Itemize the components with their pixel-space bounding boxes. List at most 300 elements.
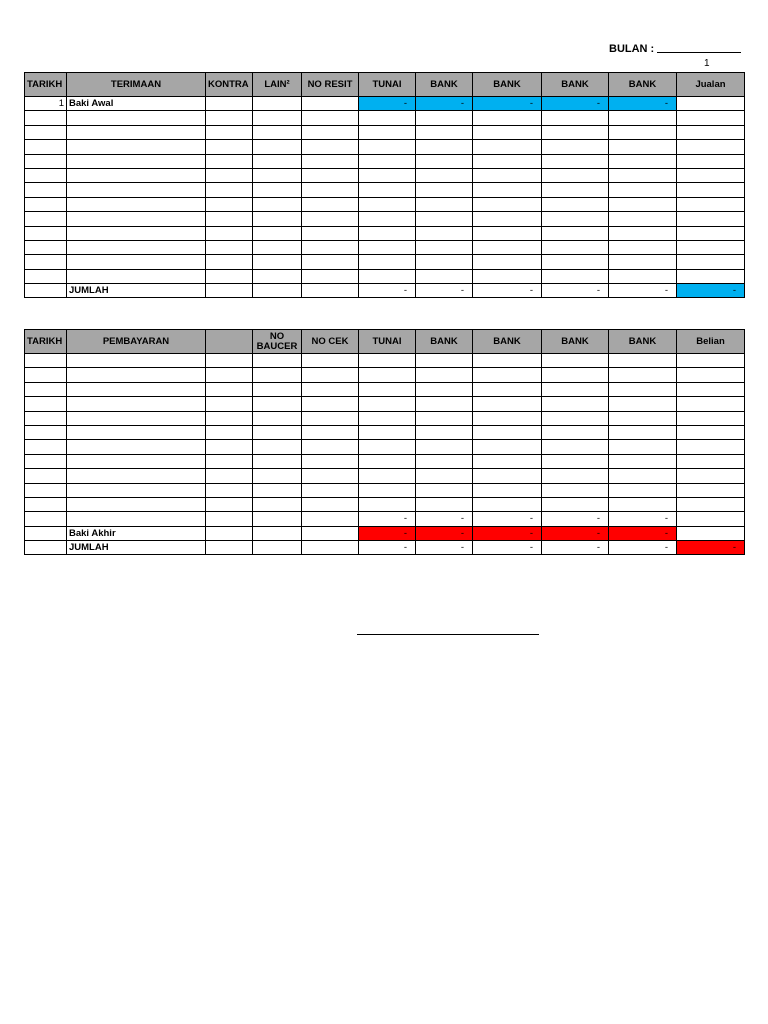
total-bank-3-cell[interactable]: - [542, 541, 609, 555]
table-cell[interactable] [416, 212, 473, 226]
total-bank-4-cell[interactable]: - [609, 541, 677, 555]
table-cell[interactable] [542, 354, 609, 368]
table-cell[interactable] [206, 354, 253, 368]
table-cell[interactable] [25, 397, 67, 411]
total-tunai-cell[interactable]: - [359, 541, 416, 555]
table-cell[interactable] [609, 255, 677, 269]
table-cell[interactable] [206, 97, 253, 111]
table-cell[interactable] [253, 111, 302, 125]
table-cell[interactable] [677, 240, 745, 254]
table-cell[interactable] [416, 226, 473, 240]
table-cell[interactable] [253, 497, 302, 511]
table-cell[interactable] [302, 168, 359, 182]
table-cell[interactable] [25, 212, 67, 226]
table-cell[interactable] [542, 425, 609, 439]
table-cell[interactable] [206, 284, 253, 298]
table-cell[interactable] [67, 226, 206, 240]
table-cell[interactable] [206, 382, 253, 396]
table-cell[interactable] [302, 454, 359, 468]
table-cell[interactable] [542, 212, 609, 226]
table-cell[interactable] [253, 269, 302, 283]
total-label[interactable]: JUMLAH [67, 541, 206, 555]
table-cell[interactable] [206, 269, 253, 283]
table-cell[interactable] [677, 140, 745, 154]
table-cell[interactable] [25, 526, 67, 540]
table-cell[interactable] [253, 125, 302, 139]
table-cell[interactable] [302, 354, 359, 368]
table-cell[interactable] [473, 469, 542, 483]
table-cell[interactable] [609, 497, 677, 511]
table-cell[interactable] [359, 212, 416, 226]
table-cell[interactable] [609, 240, 677, 254]
table-cell[interactable] [206, 212, 253, 226]
table-cell[interactable] [206, 183, 253, 197]
table-cell[interactable] [253, 284, 302, 298]
table-cell[interactable] [416, 440, 473, 454]
table-cell[interactable] [416, 469, 473, 483]
table-cell[interactable] [253, 541, 302, 555]
table-cell[interactable] [542, 411, 609, 425]
table-cell[interactable] [542, 469, 609, 483]
table-cell[interactable] [206, 483, 253, 497]
table-cell[interactable] [302, 269, 359, 283]
table-cell[interactable] [542, 382, 609, 396]
table-cell[interactable] [25, 469, 67, 483]
table-cell[interactable] [473, 269, 542, 283]
table-cell[interactable] [67, 483, 206, 497]
table-cell[interactable] [253, 354, 302, 368]
table-cell[interactable] [473, 368, 542, 382]
table-cell[interactable] [416, 454, 473, 468]
table-cell[interactable] [359, 397, 416, 411]
table-cell[interactable] [416, 497, 473, 511]
table-cell[interactable] [542, 269, 609, 283]
table-cell[interactable] [416, 411, 473, 425]
table-cell[interactable] [67, 368, 206, 382]
table-cell[interactable] [542, 240, 609, 254]
table-cell[interactable] [473, 483, 542, 497]
table-cell[interactable] [359, 197, 416, 211]
table-cell[interactable] [253, 226, 302, 240]
subtotal-tunai-cell[interactable]: - [359, 512, 416, 526]
table-cell[interactable] [473, 382, 542, 396]
table-cell[interactable] [677, 125, 745, 139]
table-cell[interactable] [302, 483, 359, 497]
closing-bank-2-cell[interactable]: - [473, 526, 542, 540]
table-cell[interactable] [253, 469, 302, 483]
table-cell[interactable] [206, 125, 253, 139]
opening-bank-3-cell[interactable]: - [542, 97, 609, 111]
table-cell[interactable] [302, 183, 359, 197]
table-cell[interactable] [609, 469, 677, 483]
table-cell[interactable] [542, 440, 609, 454]
closing-tunai-cell[interactable]: - [359, 526, 416, 540]
table-cell[interactable] [302, 154, 359, 168]
table-cell[interactable] [25, 240, 67, 254]
table-cell[interactable] [473, 168, 542, 182]
table-cell[interactable] [302, 541, 359, 555]
table-cell[interactable] [206, 526, 253, 540]
total-bank-2-cell[interactable]: - [473, 284, 542, 298]
table-cell[interactable] [253, 454, 302, 468]
table-cell[interactable] [25, 168, 67, 182]
table-cell[interactable] [473, 411, 542, 425]
table-cell[interactable] [416, 183, 473, 197]
table-cell[interactable] [67, 440, 206, 454]
table-cell[interactable] [677, 212, 745, 226]
closing-balance-label[interactable]: Baki Akhir [67, 526, 206, 540]
table-cell[interactable] [302, 526, 359, 540]
total-bank-2-cell[interactable]: - [473, 541, 542, 555]
table-cell[interactable] [67, 255, 206, 269]
table-cell[interactable] [67, 397, 206, 411]
opening-balance-label[interactable]: Baki Awal [67, 97, 206, 111]
table-cell[interactable] [302, 255, 359, 269]
table-cell[interactable] [542, 368, 609, 382]
table-cell[interactable] [416, 140, 473, 154]
table-cell[interactable] [253, 183, 302, 197]
table-cell[interactable] [359, 425, 416, 439]
closing-bank-1-cell[interactable]: - [416, 526, 473, 540]
table-cell[interactable] [359, 469, 416, 483]
total-tunai-cell[interactable]: - [359, 284, 416, 298]
table-cell[interactable] [542, 397, 609, 411]
total-belian-cell[interactable]: - [677, 541, 745, 555]
table-cell[interactable] [677, 168, 745, 182]
table-cell[interactable] [609, 154, 677, 168]
table-cell[interactable] [25, 512, 67, 526]
table-cell[interactable] [359, 483, 416, 497]
table-cell[interactable] [542, 497, 609, 511]
table-cell[interactable] [25, 197, 67, 211]
table-cell[interactable] [677, 354, 745, 368]
total-label[interactable]: JUMLAH [67, 284, 206, 298]
table-cell[interactable] [609, 411, 677, 425]
table-cell[interactable] [206, 512, 253, 526]
table-cell[interactable] [253, 382, 302, 396]
opening-bank-2-cell[interactable]: - [473, 97, 542, 111]
table-cell[interactable] [609, 269, 677, 283]
table-cell[interactable] [206, 226, 253, 240]
table-cell[interactable] [473, 497, 542, 511]
table-cell[interactable] [302, 97, 359, 111]
table-cell[interactable] [253, 255, 302, 269]
table-cell[interactable] [253, 97, 302, 111]
table-cell[interactable] [359, 154, 416, 168]
table-cell[interactable] [302, 240, 359, 254]
table-cell[interactable] [416, 125, 473, 139]
opening-tunai-cell[interactable]: - [359, 97, 416, 111]
table-cell[interactable] [677, 269, 745, 283]
table-cell[interactable] [609, 440, 677, 454]
table-cell[interactable] [542, 454, 609, 468]
table-cell[interactable] [302, 125, 359, 139]
table-cell[interactable] [253, 440, 302, 454]
subtotal-bank-2-cell[interactable]: - [473, 512, 542, 526]
table-cell[interactable] [206, 440, 253, 454]
table-cell[interactable] [302, 368, 359, 382]
table-cell[interactable] [677, 425, 745, 439]
table-cell[interactable] [609, 140, 677, 154]
table-cell[interactable] [25, 497, 67, 511]
table-cell[interactable] [206, 154, 253, 168]
table-cell[interactable] [609, 183, 677, 197]
table-cell[interactable] [206, 240, 253, 254]
table-cell[interactable] [677, 368, 745, 382]
table-cell[interactable] [25, 541, 67, 555]
table-cell[interactable] [473, 425, 542, 439]
table-cell[interactable] [25, 454, 67, 468]
table-cell[interactable] [677, 255, 745, 269]
table-cell[interactable] [359, 368, 416, 382]
table-cell[interactable] [677, 397, 745, 411]
table-cell[interactable] [67, 411, 206, 425]
table-cell[interactable] [677, 469, 745, 483]
table-cell[interactable] [609, 425, 677, 439]
table-cell[interactable] [473, 354, 542, 368]
table-cell[interactable] [416, 269, 473, 283]
table-cell[interactable] [206, 140, 253, 154]
table-cell[interactable] [253, 425, 302, 439]
table-cell[interactable] [416, 255, 473, 269]
table-cell[interactable] [206, 541, 253, 555]
table-cell[interactable] [677, 497, 745, 511]
table-cell[interactable] [416, 425, 473, 439]
table-cell[interactable] [677, 526, 745, 540]
table-cell[interactable] [302, 140, 359, 154]
table-cell[interactable] [253, 483, 302, 497]
table-cell[interactable] [67, 497, 206, 511]
table-cell[interactable] [677, 483, 745, 497]
table-cell[interactable] [677, 440, 745, 454]
table-cell[interactable] [473, 226, 542, 240]
table-cell[interactable] [253, 140, 302, 154]
table-cell[interactable] [206, 469, 253, 483]
tarikh-cell[interactable]: 1 [25, 97, 67, 111]
table-cell[interactable] [609, 212, 677, 226]
table-cell[interactable] [609, 111, 677, 125]
table-cell[interactable] [25, 284, 67, 298]
table-cell[interactable] [253, 168, 302, 182]
table-cell[interactable] [359, 454, 416, 468]
closing-bank-4-cell[interactable]: - [609, 526, 677, 540]
table-cell[interactable] [542, 197, 609, 211]
table-cell[interactable] [473, 111, 542, 125]
table-cell[interactable] [416, 197, 473, 211]
table-cell[interactable] [302, 425, 359, 439]
table-cell[interactable] [677, 197, 745, 211]
table-cell[interactable] [67, 240, 206, 254]
table-cell[interactable] [609, 197, 677, 211]
table-cell[interactable] [25, 226, 67, 240]
table-cell[interactable] [542, 154, 609, 168]
table-cell[interactable] [416, 168, 473, 182]
table-cell[interactable] [25, 425, 67, 439]
table-cell[interactable] [302, 111, 359, 125]
table-cell[interactable] [302, 512, 359, 526]
table-cell[interactable] [67, 469, 206, 483]
subtotal-bank-4-cell[interactable]: - [609, 512, 677, 526]
table-cell[interactable] [25, 483, 67, 497]
table-cell[interactable] [359, 125, 416, 139]
table-cell[interactable] [359, 140, 416, 154]
table-cell[interactable] [25, 154, 67, 168]
table-cell[interactable] [677, 154, 745, 168]
table-cell[interactable] [542, 183, 609, 197]
table-cell[interactable] [609, 226, 677, 240]
table-cell[interactable] [302, 212, 359, 226]
table-cell[interactable] [67, 425, 206, 439]
table-cell[interactable] [206, 411, 253, 425]
table-cell[interactable] [473, 397, 542, 411]
table-cell[interactable] [609, 483, 677, 497]
table-cell[interactable] [253, 512, 302, 526]
table-cell[interactable] [206, 168, 253, 182]
table-cell[interactable] [67, 454, 206, 468]
table-cell[interactable] [25, 125, 67, 139]
table-cell[interactable] [206, 397, 253, 411]
table-cell[interactable] [359, 497, 416, 511]
table-cell[interactable] [67, 125, 206, 139]
table-cell[interactable] [416, 240, 473, 254]
table-cell[interactable] [206, 111, 253, 125]
total-bank-4-cell[interactable]: - [609, 284, 677, 298]
table-cell[interactable] [677, 382, 745, 396]
table-cell[interactable] [206, 197, 253, 211]
table-cell[interactable] [542, 255, 609, 269]
table-cell[interactable] [359, 111, 416, 125]
table-cell[interactable] [67, 197, 206, 211]
table-cell[interactable] [416, 368, 473, 382]
table-cell[interactable] [609, 368, 677, 382]
table-cell[interactable] [253, 526, 302, 540]
table-cell[interactable] [67, 269, 206, 283]
table-cell[interactable] [542, 125, 609, 139]
table-cell[interactable] [206, 425, 253, 439]
table-cell[interactable] [253, 240, 302, 254]
table-cell[interactable] [542, 226, 609, 240]
table-cell[interactable] [302, 382, 359, 396]
table-cell[interactable] [677, 97, 745, 111]
table-cell[interactable] [206, 255, 253, 269]
table-cell[interactable] [359, 440, 416, 454]
table-cell[interactable] [67, 154, 206, 168]
table-cell[interactable] [206, 454, 253, 468]
table-cell[interactable] [416, 154, 473, 168]
table-cell[interactable] [253, 212, 302, 226]
table-cell[interactable] [473, 440, 542, 454]
table-cell[interactable] [25, 255, 67, 269]
table-cell[interactable] [416, 483, 473, 497]
table-cell[interactable] [473, 255, 542, 269]
table-cell[interactable] [677, 111, 745, 125]
table-cell[interactable] [359, 382, 416, 396]
table-cell[interactable] [206, 368, 253, 382]
subtotal-bank-1-cell[interactable]: - [416, 512, 473, 526]
table-cell[interactable] [67, 354, 206, 368]
table-cell[interactable] [609, 168, 677, 182]
table-cell[interactable] [253, 397, 302, 411]
table-cell[interactable] [542, 168, 609, 182]
total-bank-1-cell[interactable]: - [416, 541, 473, 555]
table-cell[interactable] [253, 411, 302, 425]
table-cell[interactable] [359, 226, 416, 240]
table-cell[interactable] [67, 212, 206, 226]
table-cell[interactable] [67, 183, 206, 197]
table-cell[interactable] [677, 183, 745, 197]
table-cell[interactable] [609, 354, 677, 368]
table-cell[interactable] [67, 168, 206, 182]
table-cell[interactable] [473, 197, 542, 211]
table-cell[interactable] [359, 240, 416, 254]
total-jualan-cell[interactable]: - [677, 284, 745, 298]
table-cell[interactable] [416, 382, 473, 396]
table-cell[interactable] [302, 497, 359, 511]
table-cell[interactable] [359, 411, 416, 425]
table-cell[interactable] [25, 111, 67, 125]
opening-bank-4-cell[interactable]: - [609, 97, 677, 111]
table-cell[interactable] [25, 183, 67, 197]
table-cell[interactable] [359, 354, 416, 368]
table-cell[interactable] [302, 226, 359, 240]
table-cell[interactable] [609, 454, 677, 468]
table-cell[interactable] [67, 140, 206, 154]
table-cell[interactable] [359, 168, 416, 182]
table-cell[interactable] [302, 397, 359, 411]
table-cell[interactable] [609, 125, 677, 139]
table-cell[interactable] [67, 382, 206, 396]
table-cell[interactable] [25, 382, 67, 396]
total-bank-1-cell[interactable]: - [416, 284, 473, 298]
table-cell[interactable] [25, 354, 67, 368]
table-cell[interactable] [677, 411, 745, 425]
table-cell[interactable] [416, 354, 473, 368]
table-cell[interactable] [677, 226, 745, 240]
table-cell[interactable] [473, 183, 542, 197]
table-cell[interactable] [609, 397, 677, 411]
closing-bank-3-cell[interactable]: - [542, 526, 609, 540]
table-cell[interactable] [416, 111, 473, 125]
table-cell[interactable] [67, 111, 206, 125]
table-cell[interactable] [25, 140, 67, 154]
table-cell[interactable] [302, 440, 359, 454]
table-cell[interactable] [473, 212, 542, 226]
table-cell[interactable] [253, 154, 302, 168]
table-cell[interactable] [67, 512, 206, 526]
subtotal-bank-3-cell[interactable]: - [542, 512, 609, 526]
table-cell[interactable] [473, 125, 542, 139]
table-cell[interactable] [359, 255, 416, 269]
table-cell[interactable] [359, 269, 416, 283]
table-cell[interactable] [473, 140, 542, 154]
table-cell[interactable] [302, 469, 359, 483]
table-cell[interactable] [416, 397, 473, 411]
total-bank-3-cell[interactable]: - [542, 284, 609, 298]
table-cell[interactable] [677, 512, 745, 526]
table-cell[interactable] [677, 454, 745, 468]
table-cell[interactable] [253, 368, 302, 382]
table-cell[interactable] [359, 183, 416, 197]
table-cell[interactable] [25, 368, 67, 382]
table-cell[interactable] [473, 154, 542, 168]
table-cell[interactable] [253, 197, 302, 211]
table-cell[interactable] [25, 411, 67, 425]
table-cell[interactable] [542, 111, 609, 125]
table-cell[interactable] [25, 269, 67, 283]
table-cell[interactable] [206, 497, 253, 511]
table-cell[interactable] [542, 483, 609, 497]
table-cell[interactable] [302, 284, 359, 298]
